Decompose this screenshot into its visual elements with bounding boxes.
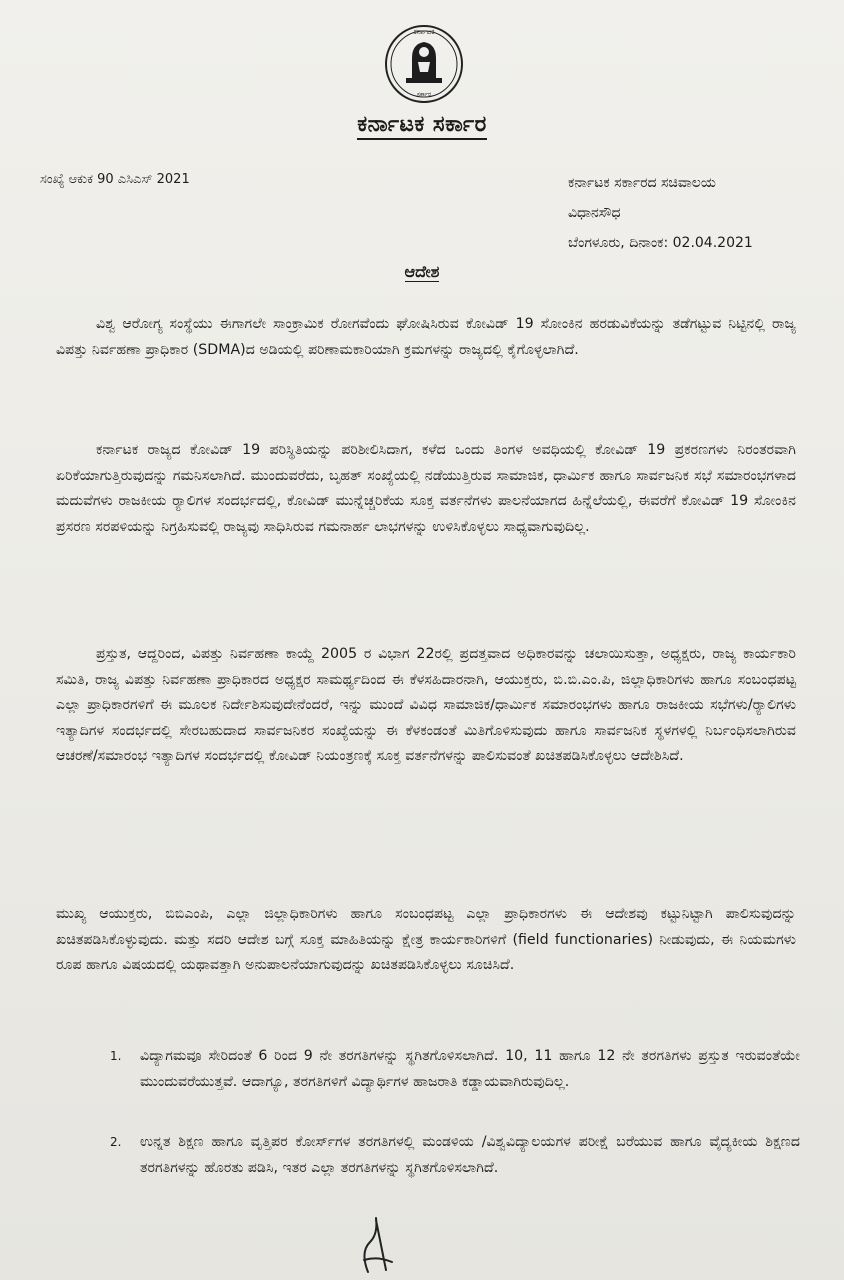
government-title xyxy=(0,112,844,137)
paragraph-4 xyxy=(56,902,796,979)
office-address xyxy=(568,168,753,258)
list-item xyxy=(110,1044,800,1095)
paragraph-1 xyxy=(56,312,796,363)
karnataka-emblem-icon xyxy=(382,14,466,114)
paragraph-1-text: ವಿಶ್ವ ಆರೋಗ್ಯ ಸಂಸ್ಥೆಯು ಈಗಾಗಲೇ ಸಾಂಕ್ರಾಮಿಕ ರೋಗವೆಂದು ಘೋಷಿಸಿರುವ ಕೋವಿಡ್ 19 ಸೋಂಕಿನ ಹರಡುವಿಕೆಯನ್ನು ತಡೆಗಟ್ಟುವ ನಿಟ್ಟಿನಲ್ಲಿ ರಾಜ್ಯ ವಿಪತ್ತು ನಿರ್ವಹಣಾ ಪ್ರಾಧಿಕಾರ (SDMA)ದ ಅಡಿಯಲ್ಲಿ ಪರಿಣಾಮಕಾರಿಯಾಗಿ ಕ್ರಮಗಳನ್ನು ರಾಜ್ಯದಲ್ಲಿ ಕೈಗೊಳ್ಳಲಾಗಿದೆ. xyxy=(56,316,796,358)
svg-text:ಸರ್ಕಾರ: ಸರ್ಕಾರ xyxy=(416,91,432,98)
address-line-1: ಕರ್ನಾಟಕ ಸರ್ಕಾರದ ಸಚಿವಾಲಯ xyxy=(568,175,716,191)
paragraph-4-text: ಮುಖ್ಯ ಆಯುಕ್ತರು, ಬಿಬಿಎಂಪಿ, ಎಲ್ಲಾ ಜಿಲ್ಲಾಧಿಕಾರಿಗಳು ಹಾಗೂ ಸಂಬಂಧಪಟ್ಟ ಎಲ್ಲಾ ಪ್ರಾಧಿಕಾರಗಳು ಈ ಆದೇಶವು ಕಟ್ಟುನಿಟ್ಟಾಗಿ ಪಾಲಿಸುವುದನ್ನು ಖಚಿತಪಡಿಸಿಕೊಳ್ಳುವುದು. ಮತ್ತು ಸದರಿ ಆದೇಶ ಬಗ್ಗೆ ಸೂಕ್ತ ಮಾಹಿತಿಯನ್ನು ಕ್ಷೇತ್ರ ಕಾರ್ಯಕಾರಿಗಳಿಗೆ (field functionaries) ನೀಡುವುದು, ಈ ನಿಯಮಗಳು ರೂಪ ಹಾಗೂ ವಿಷಯದಲ್ಲಿ ಯಥಾವತ್ತಾಗಿ ಅನುಪಾಲನೆಯಾಗುವುದನ್ನು ಖಚಿತಪಡಿಸಿಕೊಳ್ಳಲು ಸೂಚಿಸಿದೆ. xyxy=(56,906,796,974)
signature-graphic xyxy=(350,1212,410,1276)
address-line-3: ಬೆಂಗಳೂರು, ದಿನಾಂಕ: 02.04.2021 xyxy=(568,235,753,251)
svg-text:ಕರ್ನಾಟಕ: ಕರ್ನಾಟಕ xyxy=(413,28,435,36)
government-title-text: ಕರ್ನಾಟಕ ಸರ್ಕಾರ xyxy=(357,112,487,140)
signature-mark xyxy=(350,1212,410,1276)
order-heading-text: ಆದೇಶ xyxy=(404,262,440,281)
reference-number: ಸಂಖ್ಯೆ ಆಕುಕ 90 ಎಸಿಎಸ್ 2021 xyxy=(40,172,190,187)
list-item-text: ಉನ್ನತ ಶಿಕ್ಷಣ ಹಾಗೂ ವೃತ್ತಿಪರ ಕೋರ್ಸ್‌ಗಳ ತರಗತಿಗಳಲ್ಲಿ ಮಂಡಳಿಯ /ವಿಶ್ವವಿದ್ಯಾಲಯಗಳ ಪರೀಕ್ಷೆ ಬರೆಯುವ ಹಾಗೂ ವೈದ್ಯಕೀಯ ಶಿಕ್ಷಣದ ತರಗತಿಗಳನ್ನು ಹೊರತು ಪಡಿಸಿ, ಇತರ ಎಲ್ಲಾ ತರಗತಿಗಳನ್ನು ಸ್ಥಗಿತಗೊಳಿಸಲಾಗಿದೆ. xyxy=(140,1134,800,1176)
address-line-2: ವಿಧಾನಸೌಧ xyxy=(568,205,621,221)
list-item xyxy=(110,1130,800,1181)
paragraph-2 xyxy=(56,438,796,540)
paragraph-2-text: ಕರ್ನಾಟಕ ರಾಜ್ಯದ ಕೋವಿಡ್ 19 ಪರಿಸ್ಥಿತಿಯನ್ನು ಪರಿಶೀಲಿಸಿದಾಗ, ಕಳೆದ ಒಂದು ತಿಂಗಳ ಅವಧಿಯಲ್ಲಿ ಕೋವಿಡ್ 19 ಪ್ರಕರಣಗಳು ನಿರಂತರವಾಗಿ ಏರಿಕೆಯಾಗುತ್ತಿರುವುದನ್ನು ಗಮನಿಸಲಾಗಿದೆ. ಮುಂದುವರೆದು, ಬೃಹತ್ ಸಂಖ್ಯೆಯಲ್ಲಿ ನಡೆಯುತ್ತಿರುವ ಸಾಮಾಜಿಕ, ಧಾರ್ಮಿಕ ಹಾಗೂ ಸಾರ್ವಜನಿಕ ಸಭೆ ಸಮಾರಂಭಗಳಾದ ಮದುವೆಗಳು ರಾಜಕೀಯ ರ‍್ಯಾಲಿಗಳ ಸಂದರ್ಭದಲ್ಲಿ, ಕೋವಿಡ್ ಮುನ್ನೆಚ್ಚರಿಕೆಯ ಸೂಕ್ತ ವರ್ತನೆಗಳು ಪಾಲನೆಯಾಗದ ಹಿನ್ನೆಲೆಯಲ್ಲಿ, ಈವರೆಗೆ ಕೋವಿಡ್ 19 ಸೋಂಕಿನ ಪ್ರಸರಣ ಸರಪಳಿಯನ್ನು ನಿಗ್ರಹಿಸುವಲ್ಲಿ ರಾಜ್ಯವು ಸಾಧಿಸಿರುವ ಗಮನಾರ್ಹ ಲಾಭಗಳನ್ನು ಉಳಿಸಿಕೊಳ್ಳಲು ಸಾಧ್ಯವಾಗುವುದಿಲ್ಲ. xyxy=(56,442,796,535)
order-heading xyxy=(0,262,844,282)
paragraph-3-text: ಪ್ರಸ್ತುತ, ಆದ್ದರಿಂದ, ವಿಪತ್ತು ನಿರ್ವಹಣಾ ಕಾಯ್ದೆ 2005 ರ ವಿಭಾಗ 22ರಲ್ಲಿ ಪ್ರದತ್ತವಾದ ಅಧಿಕಾರವನ್ನು ಚಲಾಯಿಸುತ್ತಾ, ಅಧ್ಯಕ್ಷರು, ರಾಜ್ಯ ಕಾರ್ಯಕಾರಿ ಸಮಿತಿ, ರಾಜ್ಯ ವಿಪತ್ತು ನಿರ್ವಹಣಾ ಪ್ರಾಧಿಕಾರದ ಅಧ್ಯಕ್ಷರ ಸಾಮರ್ಥ್ಯದಿಂದ ಈ ಕೆಳಸಹಿದಾರನಾಗಿ, ಆಯುಕ್ತರು, ಬಿ.ಬಿ.ಎಂ.ಪಿ, ಜಿಲ್ಲಾಧಿಕಾರಿಗಳು ಹಾಗೂ ಸಂಬಂಧಪಟ್ಟ ಎಲ್ಲಾ ಪ್ರಾಧಿಕಾರಗಳಿಗೆ ಈ ಮೂಲಕ ನಿರ್ದೇಶಿಸುವುದೇನೆಂದರೆ, ಇನ್ನು ಮುಂದೆ ವಿವಿಧ ಸಾಮಾಜಿಕ/ಧಾರ್ಮಿಕ ಸಮಾರಂಭಗಳು ಹಾಗೂ ರಾಜಕೀಯ ಸಭೆಗಳು/ರ‍್ಯಾಲಿಗಳು ಇತ್ಯಾದಿಗಳ ಸಂದರ್ಭದಲ್ಲಿ ಸೇರಬಹುದಾದ ಸಾರ್ವಜನಿಕರ ಸಂಖ್ಯೆಯನ್ನು ಈ ಕೆಳಕಂಡಂತೆ ಮಿತಿಗೊಳಿಸುವುದು ಹಾಗೂ ಸಾರ್ವಜನಿಕ ಸ್ಥಳಗಳಲ್ಲಿ ನಿರ್ಬಂಧಿಸಲಾಗಿರುವ ಆಚರಣೆ/ಸಮಾರಂಭ ಇತ್ಯಾದಿಗಳ ಸಂದರ್ಭದಲ್ಲಿ ಕೋವಿಡ್ ನಿಯಂತ್ರಣಕ್ಕೆ ಸೂಕ್ತ ವರ್ತನೆಗಳನ್ನು ಪಾಲಿಸುವಂತೆ ಖಚಿತಪಡಿಸಿಕೊಳ್ಳಲು ಆದೇಶಿಸಿದೆ. xyxy=(56,646,796,765)
paragraph-3 xyxy=(56,642,796,770)
list-item-number: 1. xyxy=(110,1049,122,1063)
list-item-text: ವಿದ್ಯಾಗಮವೂ ಸೇರಿದಂತೆ 6 ರಿಂದ 9 ನೇ ತರಗತಿಗಳನ್ನು ಸ್ಥಗಿತಗೊಳಿಸಲಾಗಿದೆ. 10, 11 ಹಾಗೂ 12 ನೇ ತರಗತಿಗಳು ಪ್ರಸ್ತುತ ಇರುವಂತೆಯೇ ಮುಂದುವರೆಯುತ್ತವೆ. ಆದಾಗ್ಯೂ, ತರಗತಿಗಳಿಗೆ ವಿದ್ಯಾರ್ಥಿಗಳ ಹಾಜರಾತಿ ಕಡ್ಡಾಯವಾಗಿರುವುದಿಲ್ಲ. xyxy=(140,1048,800,1090)
emblem-graphic xyxy=(382,14,466,114)
list-item-number: 2. xyxy=(110,1135,122,1149)
